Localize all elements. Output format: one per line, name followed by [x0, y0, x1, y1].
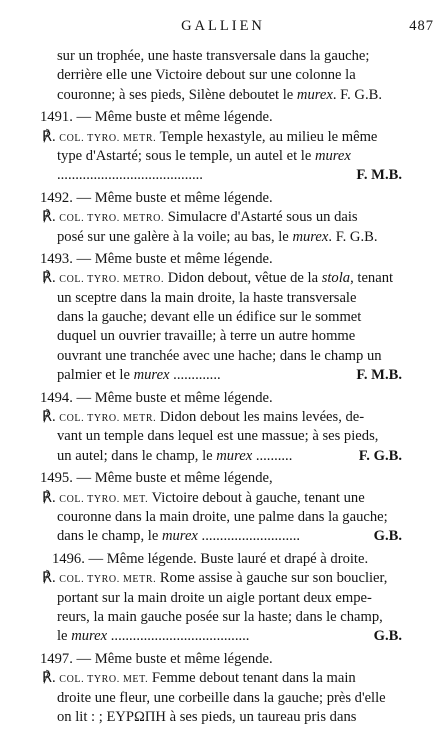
- text-run-after: , tenant: [350, 270, 394, 287]
- line-text: [40, 189, 273, 208]
- text-line: [0, 208, 446, 227]
- text-line: [0, 308, 446, 327]
- text-run: un sceptre dans la main droite, la haste transversale: [57, 289, 357, 306]
- line-text: [57, 589, 372, 608]
- entry-heading-line: [0, 650, 446, 669]
- text-line: [0, 669, 446, 688]
- text-line: [0, 66, 446, 85]
- text-run: Femme debout tenant dans la main: [148, 670, 356, 687]
- text-line: [0, 147, 446, 166]
- entry-number: 1495.: [40, 470, 73, 487]
- line-text: [42, 208, 358, 227]
- entry-number: 1497.: [40, 650, 73, 667]
- text-run: — Même buste et même légende.: [72, 389, 273, 406]
- reverse-symbol: ℟.: [42, 270, 56, 287]
- text-run: ouvrant une tranchée avec une hache; dans le champ un: [57, 347, 382, 364]
- line-text: [57, 166, 203, 185]
- line-text: [57, 608, 383, 627]
- reverse-legend: COL. TYRO. METR.: [59, 413, 157, 425]
- text-line: [0, 447, 446, 466]
- text-run: un autel; dans le champ, le: [57, 447, 217, 464]
- text-run: le: [57, 628, 72, 645]
- italic-term: murex: [216, 447, 253, 464]
- line-text: [57, 289, 356, 308]
- text-run: — Même buste et même légende,: [72, 470, 273, 487]
- entry-number: 1494.: [40, 389, 73, 406]
- page-number: 487: [409, 18, 434, 34]
- text-line: [0, 166, 446, 185]
- entry-number: 1491.: [40, 109, 73, 126]
- line-text: [40, 389, 273, 408]
- text-run: dans le champ, le: [57, 528, 162, 545]
- collection-mark: F. M.B.: [356, 167, 402, 184]
- running-title: GALLIEN: [181, 18, 265, 34]
- italic-term: murex: [71, 628, 108, 645]
- italic-term: murex: [161, 528, 198, 545]
- line-text: [57, 327, 355, 346]
- text-line: [0, 47, 446, 66]
- text-run: sur un trophée, une haste transversale dans la gauche;: [57, 48, 370, 64]
- line-text: [42, 408, 364, 427]
- dot-leader: ........................................: [57, 167, 203, 184]
- line-text: [40, 650, 273, 669]
- text-line: [0, 589, 446, 608]
- text-run: type d'Astarté; sous le temple, un autel et le: [57, 147, 315, 164]
- text-run: Temple hexastyle, au milieu le même: [156, 128, 378, 145]
- text-line: [0, 627, 446, 646]
- text-line: [0, 289, 446, 308]
- text-line: [0, 569, 446, 588]
- collection-mark: F. G.B.: [358, 447, 402, 464]
- collection-mark: F. M.B.: [356, 367, 402, 384]
- text-run-after: ......................................: [107, 628, 250, 645]
- text-run: — Même buste et même légende.: [72, 650, 273, 667]
- reverse-legend: COL. TYRO. METR.: [59, 574, 157, 586]
- reverse-symbol: ℟.: [42, 670, 56, 687]
- line-text: [57, 689, 386, 708]
- collection-mark: G.B.: [373, 628, 402, 645]
- line-text: [57, 447, 292, 466]
- line-text: [42, 489, 365, 508]
- entry-heading-line: [0, 550, 446, 569]
- text-line: [0, 269, 446, 288]
- text-run: dans la gauche; devant elle un édifice sur le sommet: [57, 309, 362, 326]
- text-run: duquel un ouvrier travaille; à terre un autre homme: [57, 328, 356, 345]
- line-text: [57, 427, 378, 446]
- text-run: — Même légende. Buste lauré et drapé à droite.: [84, 550, 369, 567]
- text-run: Simulacre d'Astarté sous un dais: [164, 209, 358, 226]
- text-run: — Même buste et même légende.: [72, 189, 273, 206]
- text-run: — Même buste et même légende.: [72, 109, 273, 126]
- text-line: [0, 489, 446, 508]
- text-line: [0, 408, 446, 427]
- reverse-symbol: ℟.: [42, 128, 56, 145]
- line-text: [40, 469, 273, 488]
- text-run: vant un temple dans lequel est une massue; à ses pieds,: [57, 428, 379, 445]
- line-text: [57, 86, 382, 105]
- text-run: Victoire debout à gauche, tenant une: [148, 489, 365, 506]
- reverse-symbol: ℟.: [42, 409, 56, 426]
- text-run: posé sur une galère à la voile; au bas, le: [57, 228, 293, 245]
- text-line: [0, 128, 446, 147]
- text-run: derrière elle une Victoire debout sur une colonne la: [57, 67, 356, 84]
- text-line: [0, 327, 446, 346]
- text-run-after: .............: [169, 367, 221, 384]
- reverse-legend: COL. TYRO. MET.: [59, 493, 149, 505]
- text-line: [0, 228, 446, 247]
- line-text: [57, 228, 378, 247]
- line-text: [57, 366, 221, 385]
- text-run: portant sur la main droite un aigle portant deux empe-: [57, 589, 372, 606]
- text-run: — Même buste et même légende.: [72, 250, 273, 267]
- running-header: [0, 18, 446, 38]
- text-run-after: . F. G.B.: [328, 228, 378, 245]
- italic-term: murex: [133, 367, 170, 384]
- entry-heading-line: [0, 189, 446, 208]
- text-run: reurs, la main gauche posée sur la haste; dans le champ,: [57, 608, 383, 625]
- text-line: [0, 427, 446, 446]
- reverse-legend: COL. TYRO. MET.: [59, 674, 149, 686]
- collection-mark: G.B.: [373, 528, 402, 545]
- reverse-legend: COL. TYRO. METRO.: [59, 213, 165, 225]
- line-text: [40, 250, 273, 269]
- line-text: [57, 627, 249, 646]
- text-run: couronne dans la main droite, une palme dans la gauche;: [57, 508, 388, 525]
- text-line: [0, 508, 446, 527]
- reverse-symbol: ℟.: [42, 570, 56, 587]
- entry-heading-line: [0, 469, 446, 488]
- line-text: [52, 550, 368, 569]
- text-run: Rome assise à gauche sur son bouclier,: [156, 570, 388, 587]
- line-text: [42, 269, 393, 288]
- reverse-legend: COL. TYRO. METR.: [59, 132, 157, 144]
- line-text: [57, 708, 356, 727]
- italic-term: stola: [321, 270, 351, 287]
- line-text: [40, 108, 273, 127]
- text-line: [0, 689, 446, 708]
- text-run: couronne; à ses pieds, Silène deboutet le: [57, 86, 297, 103]
- italic-term: murex: [314, 147, 351, 164]
- italic-term: murex: [292, 228, 329, 245]
- line-text: [57, 308, 361, 327]
- line-text: [57, 347, 382, 366]
- text-run: droite une fleur, une corbeille dans la gauche; près d'elle: [57, 689, 386, 706]
- line-text: [57, 527, 300, 546]
- text-run: palmier et le: [57, 367, 134, 384]
- entry-number: 1496.: [52, 550, 85, 567]
- line-text: [57, 47, 369, 66]
- text-line: [0, 366, 446, 385]
- text-line: [0, 527, 446, 546]
- reverse-legend: COL. TYRO. METRO.: [59, 274, 165, 286]
- text-line: [0, 347, 446, 366]
- entry-heading-line: [0, 250, 446, 269]
- reverse-symbol: ℟.: [42, 209, 56, 226]
- text-line: [0, 708, 446, 727]
- text-run: Didon debout les mains levées, de-: [156, 409, 365, 426]
- line-text: [42, 669, 356, 688]
- italic-term: murex: [296, 86, 333, 103]
- text-run-after: ...........................: [197, 528, 301, 545]
- catalogue-text: [0, 47, 446, 727]
- entry-heading-line: [0, 108, 446, 127]
- text-run-after: . F. G.B.: [332, 86, 382, 103]
- line-text: [42, 569, 387, 588]
- line-text: [57, 66, 356, 85]
- line-text: [57, 147, 351, 166]
- text-run: Didon debout, vêtue de la: [164, 270, 322, 287]
- entry-heading-line: [0, 389, 446, 408]
- line-text: [42, 128, 377, 147]
- reverse-symbol: ℟.: [42, 489, 56, 506]
- entry-number: 1493.: [40, 250, 73, 267]
- text-line: [0, 608, 446, 627]
- entry-number: 1492.: [40, 189, 73, 206]
- text-line: [0, 86, 446, 105]
- text-run-after: ..........: [252, 447, 293, 464]
- text-run: on lit : ; ΕΥΡΩΠΗ à ses pieds, un taureau pris dans: [57, 708, 357, 725]
- line-text: [57, 508, 388, 527]
